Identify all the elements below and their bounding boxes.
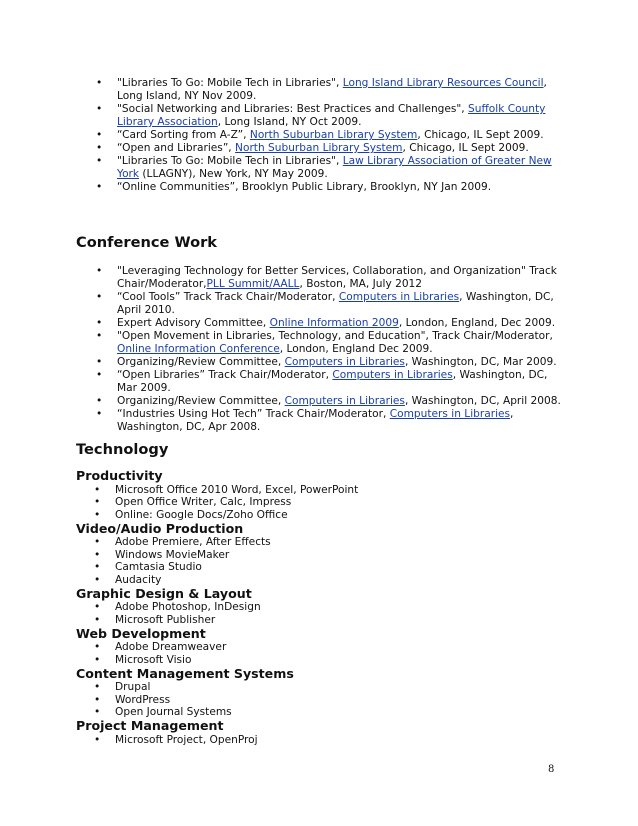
item-text: , Chicago, IL Sept 2009. bbox=[402, 142, 529, 154]
item-text: , Washington, DC, Mar 2009. bbox=[117, 369, 548, 394]
item-text: “Open Libraries” Track Chair/Moderator, bbox=[117, 369, 333, 381]
item-text: , Long Island, NY Oct 2009. bbox=[217, 116, 362, 128]
technology-group-list bbox=[115, 536, 555, 586]
reference-link[interactable]: Computers in Libraries bbox=[389, 408, 511, 420]
presentation-item bbox=[117, 77, 562, 103]
item-text: , Washington, DC, April 2010. bbox=[117, 291, 554, 316]
item-text: "Social Networking and Libraries: Best Practices and Challenges", bbox=[117, 103, 469, 115]
conference-item bbox=[117, 408, 567, 434]
item-text: , Washington, DC, Mar 2009. bbox=[404, 356, 557, 368]
technology-item: • Open Journal Systems bbox=[115, 706, 555, 719]
item-text: Expert Advisory Committee, bbox=[117, 317, 270, 329]
conference-work-heading: Conference Work bbox=[76, 234, 217, 251]
technology-item: • Drupal bbox=[115, 681, 555, 694]
presentation-item bbox=[117, 142, 562, 155]
technology-group-list bbox=[115, 601, 555, 626]
technology-heading: Technology bbox=[76, 441, 169, 458]
reference-link[interactable]: Computers in Libraries bbox=[338, 291, 460, 303]
item-text: (LLAGNY), New York, NY May 2009. bbox=[139, 168, 328, 180]
item-text: , Long Island, NY Nov 2009. bbox=[117, 77, 547, 102]
item-text: , Washington, DC, Apr 2008. bbox=[117, 408, 514, 433]
reference-link[interactable]: Online Information Conference bbox=[117, 343, 280, 355]
item-text: , Boston, MA, July 2012 bbox=[299, 278, 423, 290]
conference-item bbox=[117, 395, 567, 408]
item-text: "Libraries To Go: Mobile Tech in Libraries", bbox=[117, 155, 343, 167]
reference-link[interactable]: Computers in Libraries bbox=[284, 356, 405, 368]
item-text: “Card Sorting from A-Z”, bbox=[117, 129, 250, 141]
technology-group-title: Project Management bbox=[76, 718, 224, 733]
item-text: “Online Communities”, Brooklyn Public Library, Brooklyn, NY Jan 2009. bbox=[117, 181, 492, 193]
reference-link[interactable]: North Suburban Library System bbox=[235, 142, 403, 154]
reference-link[interactable]: Computers in Libraries bbox=[332, 369, 453, 381]
technology-item: • Adobe Dreamweaver bbox=[115, 641, 555, 654]
technology-item: • Microsoft Office 2010 Word, Excel, PowerPoint bbox=[115, 484, 555, 497]
technology-group-title: Video/Audio Production bbox=[76, 520, 244, 536]
conference-item bbox=[117, 330, 567, 356]
conference-item bbox=[117, 356, 567, 369]
technology-item: • Camtasia Studio bbox=[115, 561, 555, 574]
technology-group-list bbox=[115, 681, 555, 719]
conference-work-list bbox=[117, 265, 567, 434]
technology-item: • Audacity bbox=[115, 574, 555, 587]
conference-item bbox=[117, 369, 567, 395]
technology-item: • Microsoft Publisher bbox=[115, 614, 555, 627]
presentation-item bbox=[117, 181, 562, 194]
technology-group-title: Content Management Systems bbox=[76, 665, 294, 681]
item-text: "Open Movement in Libraries, Technology, and Education", Track Chair/Moderator, bbox=[117, 330, 553, 342]
reference-link[interactable]: North Suburban Library System bbox=[249, 129, 418, 141]
presentation-item bbox=[117, 129, 562, 142]
reference-link[interactable]: Suffolk County Library Association bbox=[117, 103, 546, 128]
technology-item: • Open Office Writer, Calc, Impress bbox=[115, 496, 555, 509]
presentations-list bbox=[117, 77, 562, 194]
reference-link[interactable]: Computers in Libraries bbox=[284, 395, 405, 407]
reference-link[interactable]: Law Library Association of Greater New York bbox=[117, 155, 552, 180]
reference-link[interactable]: Long Island Library Resources Council bbox=[342, 77, 544, 89]
item-text: “Open and Libraries”, bbox=[117, 142, 236, 154]
page-number: 8 bbox=[548, 764, 555, 775]
reference-link[interactable]: PLL Summit/AALL bbox=[206, 278, 300, 290]
presentation-item bbox=[117, 155, 562, 181]
item-text: "Libraries To Go: Mobile Tech in Libraries", bbox=[117, 77, 343, 89]
technology-group-title: Productivity bbox=[76, 468, 163, 483]
item-text: Organizing/Review Committee, bbox=[117, 395, 285, 407]
item-text: , London, England Dec 2009. bbox=[279, 343, 433, 355]
technology-group-title: Graphic Design & Layout bbox=[76, 585, 252, 601]
conference-item bbox=[117, 317, 567, 330]
technology-item: • Microsoft Project, OpenProj bbox=[115, 734, 555, 747]
item-text: , Chicago, IL Sept 2009. bbox=[417, 129, 544, 141]
technology-group-title: Web Development bbox=[76, 625, 206, 641]
item-text: , Washington, DC, April 2008. bbox=[404, 395, 561, 407]
reference-link[interactable]: Online Information 2009 bbox=[269, 317, 399, 329]
technology-item: • Online: Google Docs/Zoho Office bbox=[115, 509, 555, 522]
technology-group-list bbox=[115, 484, 555, 522]
conference-item bbox=[117, 265, 567, 291]
item-text: "Leveraging Technology for Better Services, Collaboration, and Organization" Track Chair/Moderator, bbox=[117, 265, 557, 290]
technology-item: • WordPress bbox=[115, 694, 555, 707]
item-text: “Industries Using Hot Tech” Track Chair/Moderator, bbox=[117, 408, 390, 420]
presentation-item bbox=[117, 103, 562, 129]
item-text: “Cool Tools” Track Track Chair/Moderator, bbox=[117, 291, 339, 303]
item-text: , London, England, Dec 2009. bbox=[398, 317, 556, 329]
technology-group-list bbox=[115, 641, 555, 666]
technology-item: • Adobe Premiere, After Effects bbox=[115, 536, 555, 549]
conference-item bbox=[117, 291, 567, 317]
item-text: Organizing/Review Committee, bbox=[117, 356, 285, 368]
technology-item: • Windows MovieMaker bbox=[115, 549, 555, 562]
technology-group-list bbox=[115, 734, 555, 747]
technology-item: • Microsoft Visio bbox=[115, 654, 555, 667]
technology-item: • Adobe Photoshop, InDesign bbox=[115, 601, 555, 614]
